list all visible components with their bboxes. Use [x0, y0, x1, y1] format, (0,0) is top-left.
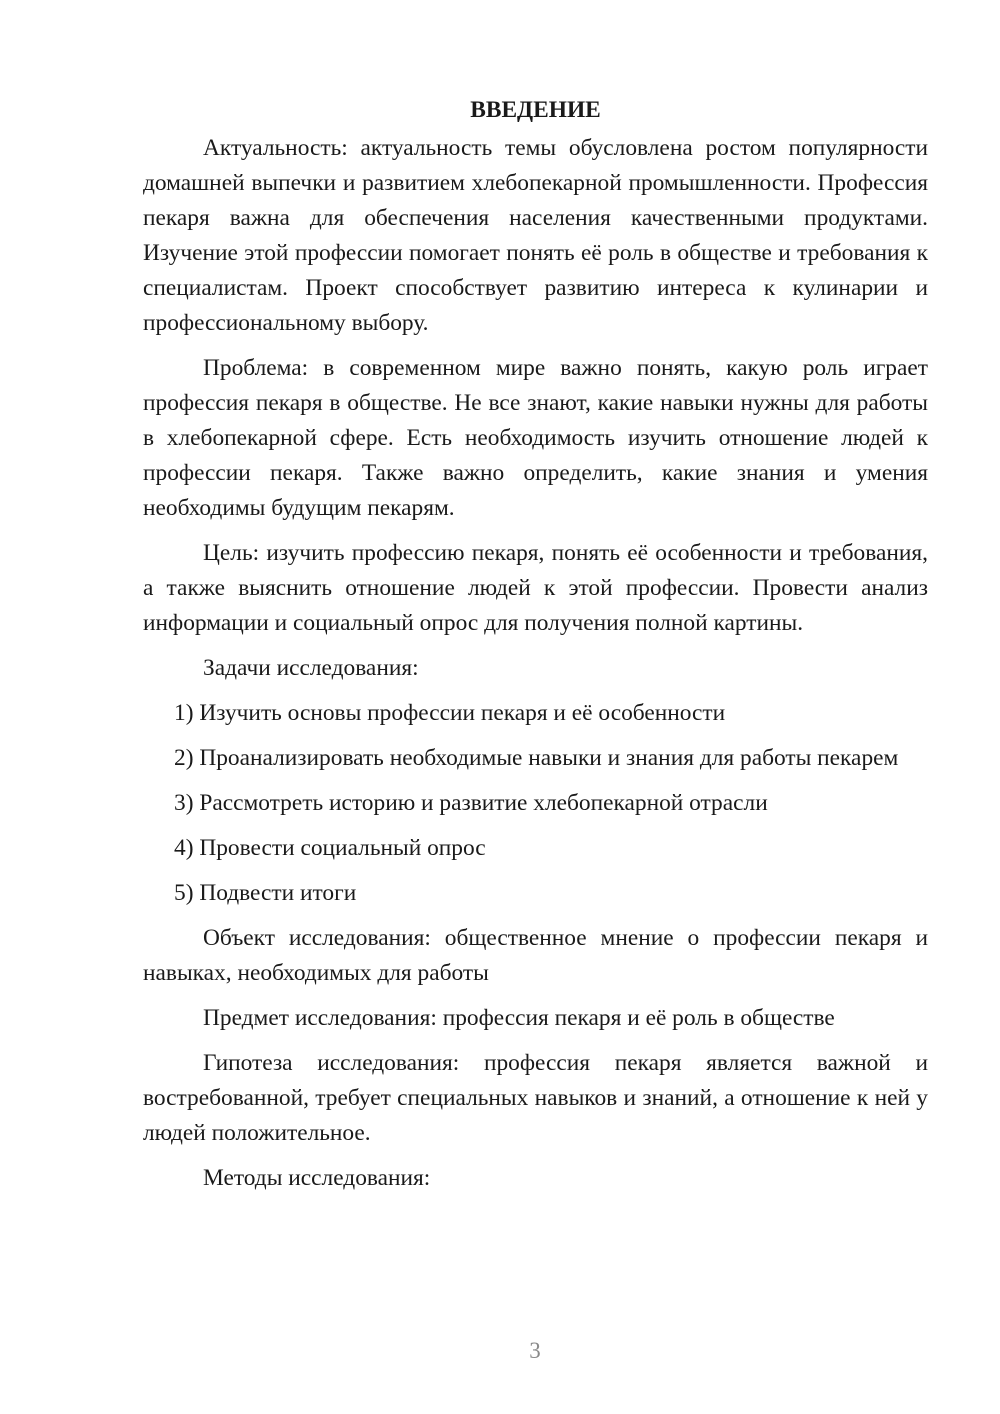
page-number: 3 — [529, 1338, 541, 1363]
paragraph-relevance: Актуальность: актуальность темы обусловлена ростом популярности домашней выпечки и развитием хлебопекарной промышленности. Профессия пекаря важна для обеспечения населения качественными продуктами. Изучение этой профессии помогает понять её роль в обществе и требования к специалистам. Проект способствует развитию интереса к кулинарии и профессиональному выбору. — [143, 135, 928, 336]
task-item-3: 3) Рассмотреть историю и развитие хлебопекарной отрасли — [174, 790, 768, 816]
paragraph-object: Объект исследования: общественное мнение о профессии пекаря и навыках, необходимых для работы — [143, 925, 928, 986]
paragraph-tasks-title: Задачи исследования: — [203, 655, 419, 681]
page-content — [143, 92, 928, 1206]
paragraph-subject: Предмет исследования: профессия пекаря и её роль в обществе — [203, 1005, 835, 1031]
paragraph-goal: Цель: изучить профессию пекаря, понять её особенности и требования, а также выяснить отношение людей к этой профессии. Провести анализ информации и социальный опрос для получения полной картины. — [143, 540, 928, 636]
task-item-1: 1) Изучить основы профессии пекаря и её особенности — [174, 700, 726, 726]
paragraph-methods: Методы исследования: — [203, 1165, 431, 1191]
paragraph-hypothesis: Гипотеза исследования: профессия пекаря является важной и востребованной, требует специальных навыков и знаний, а отношение к ней у людей положительное. — [143, 1050, 928, 1146]
paragraph-problem: Проблема: в современном мире важно понять, какую роль играет профессия пекаря в обществе. Не все знают, какие навыки нужны для работы в хлебопекарной сфере. Есть необходимость изучить отношение людей к профессии пекаря. Также важно определить, какие знания и умения необходимы будущим пекарям. — [143, 355, 928, 521]
task-item-4: 4) Провести социальный опрос — [174, 835, 486, 861]
task-item-5: 5) Подвести итоги — [174, 880, 357, 906]
task-item-2: 2) Проанализировать необходимые навыки и знания для работы пекарем — [174, 745, 899, 771]
section-heading: ВВЕДЕНИЕ — [470, 97, 601, 123]
